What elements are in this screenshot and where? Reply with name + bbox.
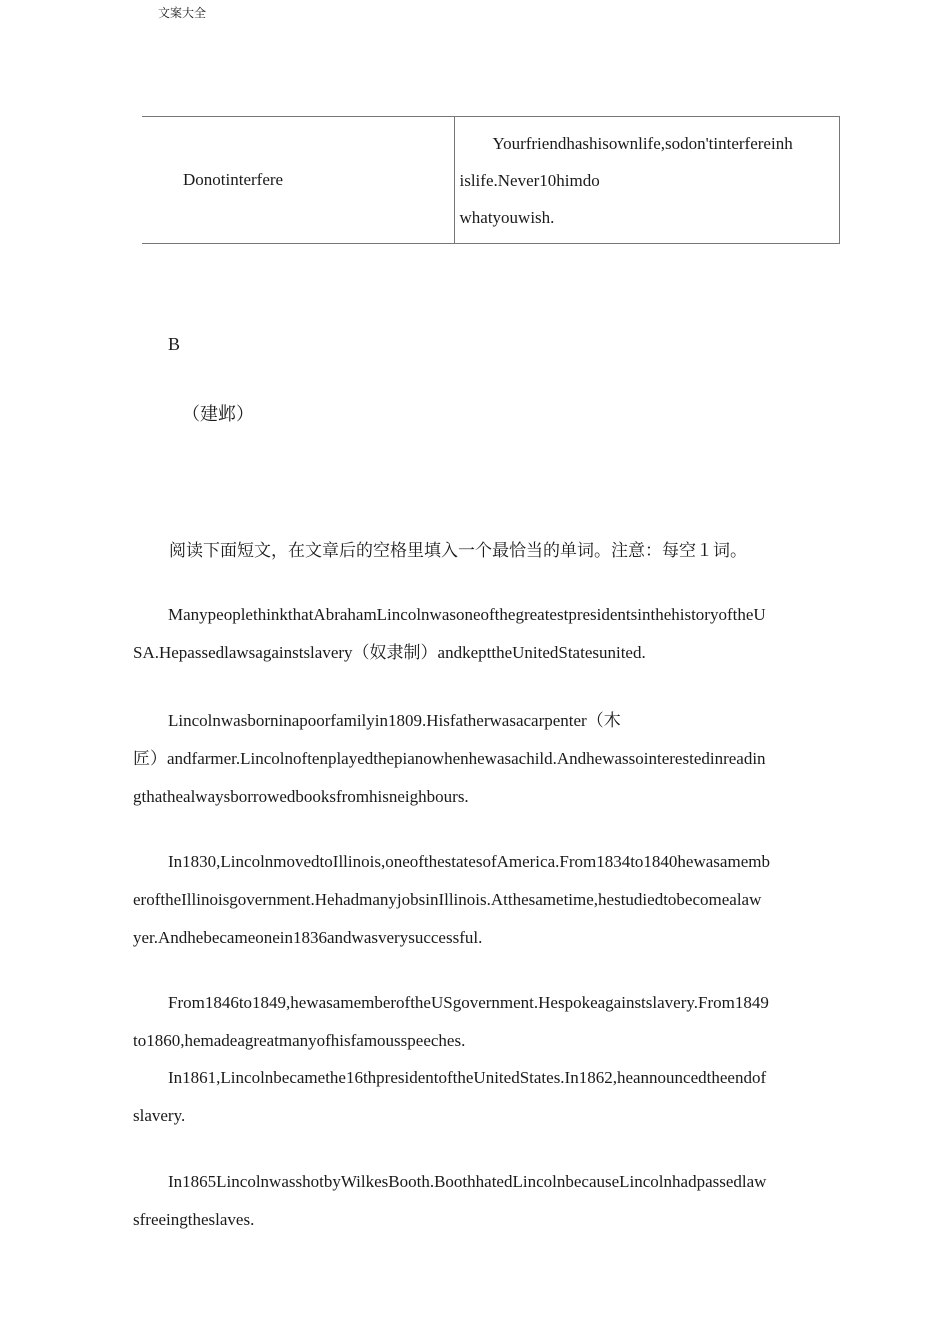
definition-line: whatyouwish. [459, 207, 555, 227]
text-line: slavery. [133, 1106, 186, 1125]
text-line: SA.Hepassedlawsagainstslavery（奴隶制）andkepttheUnitedStatesunited. [133, 643, 646, 662]
text-line: eroftheIllinoisgovernment.HehadmanyjobsinIllinois.Atthesametime,hestudiedtobecomealaw [133, 890, 762, 909]
table-row [142, 117, 840, 244]
paragraph-4 [133, 984, 853, 1060]
table-term-cell: Donotinterfere [142, 117, 454, 244]
paragraph-1 [133, 596, 853, 672]
text-line: ManypeoplethinkthatAbrahamLincolnwasoneofthegreatestpresidentsinthehistoryoftheU [168, 605, 766, 624]
text-line: From1846to1849,hewasamemberoftheUSgovernment.Hespokeagainstslavery.From1849 [168, 993, 769, 1012]
text-line: 匠）andfarmer.Lincolnoftenplayedthepianowhenhewasachild.Andhewassointerestedinreadin [133, 749, 766, 768]
section-source: （建邺） [182, 404, 254, 424]
definition-line: islife.Never10himdo [459, 170, 600, 190]
paragraph-6 [133, 1163, 853, 1239]
header-note: 文案大全 [158, 6, 207, 20]
text-line: yer.Andhebecameonein1836andwasverysuccessful. [133, 928, 483, 947]
text-line: Lincolnwasborninapoorfamilyin1809.Hisfatherwasacarpenter（木 [168, 711, 621, 730]
text-line: gthathealwaysborrowedbooksfromhisneighbours. [133, 787, 469, 806]
definition-line: Yourfriendhashisownlife,sodon'tinterfereinh [492, 133, 793, 153]
paragraph-5 [133, 1059, 853, 1135]
paragraph-3 [133, 843, 853, 957]
section-letter: B [168, 334, 181, 354]
table-definition-cell [454, 117, 840, 244]
text-line: to1860,hemadeagreatmanyofhisfamousspeeches. [133, 1031, 466, 1050]
text-line: In1830,LincolnmovedtoIllinois,oneofthestatesofAmerica.From1834to1840hewasamemb [168, 852, 770, 871]
text-line: In1861,Lincolnbecamethe16thpresidentoftheUnitedStates.In1862,heannouncedtheendof [168, 1068, 767, 1087]
exercise-instructions: 阅读下面短文，在文章后的空格里填入一个最恰当的单词。注意：每空１词。 [169, 541, 747, 560]
text-line: sfreeingtheslaves. [133, 1210, 255, 1229]
paragraph-2 [133, 702, 853, 816]
vocabulary-table [142, 116, 840, 244]
text-line: In1865LincolnwasshotbyWilkesBooth.BoothhatedLincolnbecauseLincolnhadpassedlaw [168, 1172, 767, 1191]
